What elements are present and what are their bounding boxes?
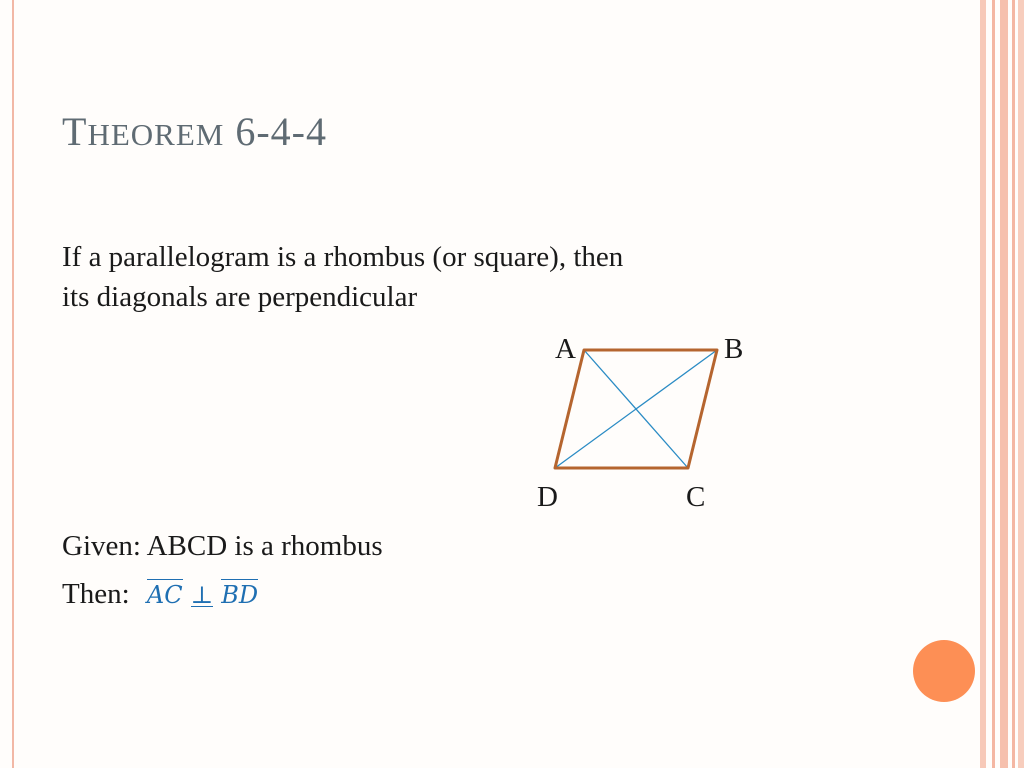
theorem-statement	[62, 237, 623, 317]
vertex-label-d: D	[537, 481, 558, 513]
segment-bd: BD	[221, 581, 259, 609]
vertex-label-b: B	[724, 333, 744, 365]
slide-title	[62, 108, 327, 155]
decorative-orange-circle	[913, 640, 975, 702]
given-text: Given: ABCD is a rhombus	[62, 530, 383, 562]
statement-line-1: If a parallelogram is a rhombus (or square), then	[62, 241, 624, 273]
vertex-label-c: C	[686, 481, 706, 513]
statement-line-2: its diagonals are perpendicular	[62, 281, 418, 313]
then-statement	[62, 574, 258, 615]
rhombus-diagram	[520, 325, 780, 525]
left-border-line	[12, 0, 14, 768]
title-number: 6-4-4	[235, 109, 327, 154]
segment-ac: AC	[146, 581, 183, 609]
then-math	[147, 581, 258, 609]
vertex-label-a: A	[555, 333, 576, 365]
title-rest: HEOREM	[87, 117, 225, 152]
then-label: Then:	[62, 578, 130, 610]
title-first-letter: T	[62, 109, 88, 154]
right-decorative-stripes	[978, 0, 1024, 768]
perpendicular-symbol: ⊥	[190, 581, 214, 609]
